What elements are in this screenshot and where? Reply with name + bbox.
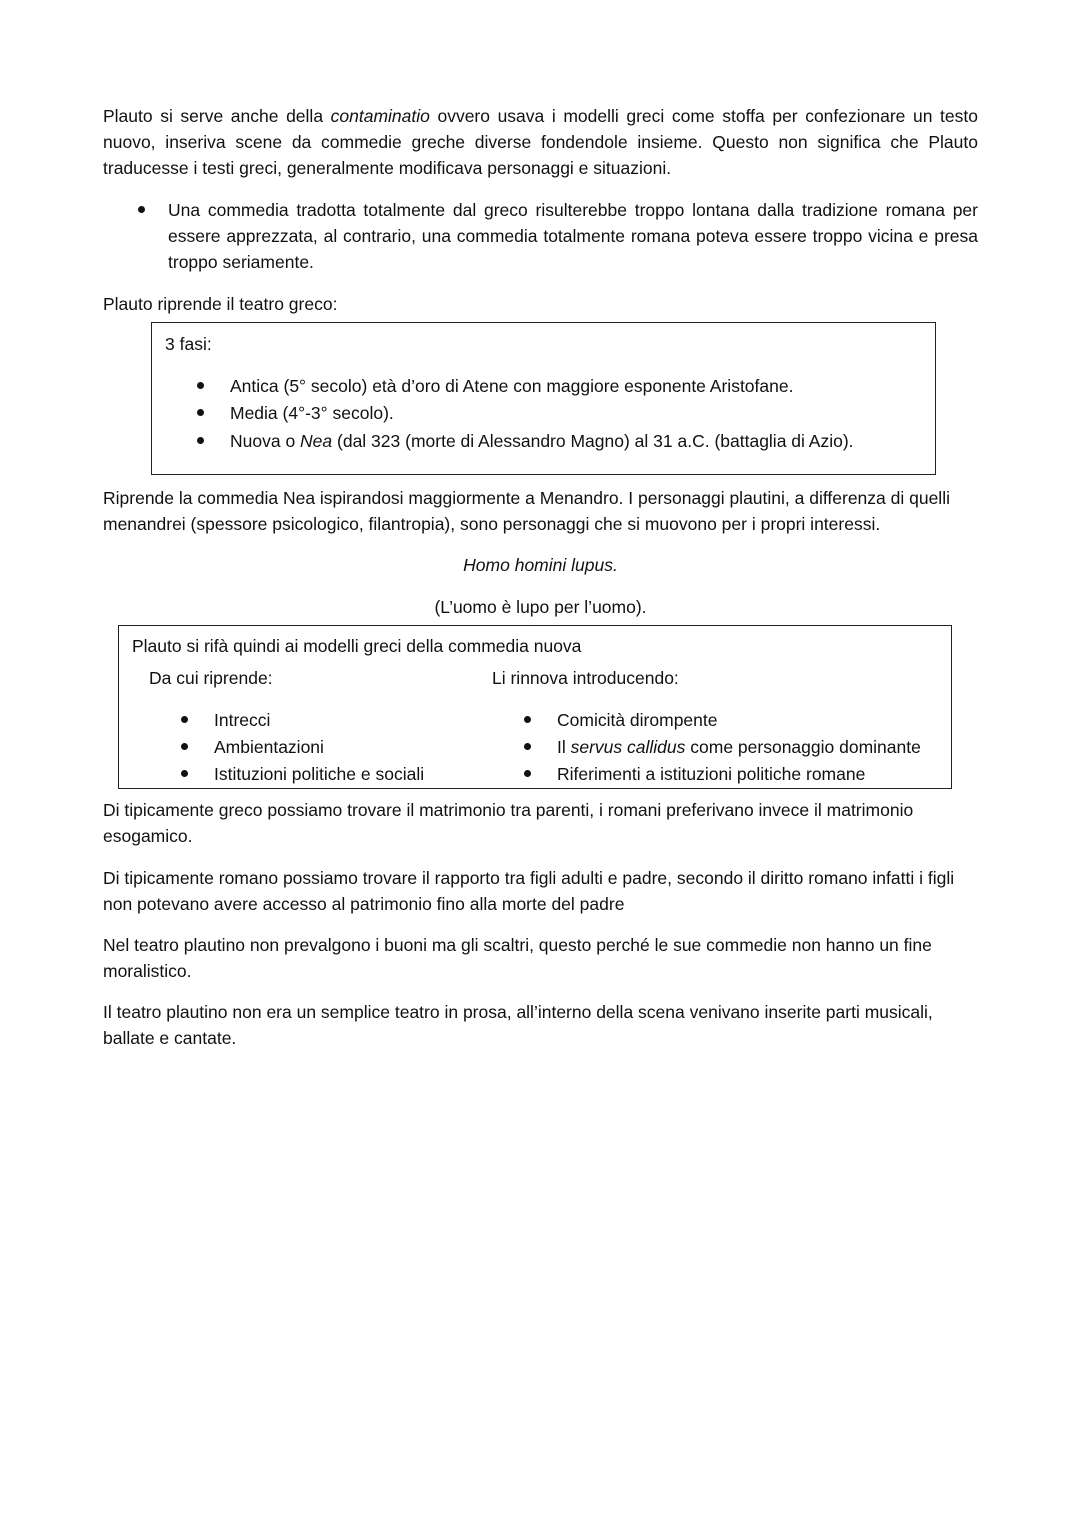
nea-paragraph: Riprende la commedia Nea ispirandosi maggiormente a Menandro. I personaggi plautini, a differenza di quelli menandrei (spessore psicologico, filantropia), sono personaggi che si muovono per i propri interessi.: [103, 488, 950, 534]
intro-paragraph: [103, 103, 978, 181]
bullet-icon: [138, 197, 168, 223]
right-item-text: Riferimenti a istituzioni politiche romane: [557, 764, 866, 784]
intro-text-pre: Plauto si serve anche della: [103, 106, 331, 126]
quote-translation: (L’uomo è lupo per l’uomo).: [434, 597, 647, 617]
bullet-icon: [197, 428, 230, 454]
bullet-icon: [181, 734, 214, 760]
phases-title: 3 fasi:: [165, 334, 212, 354]
phase-item-text-post: (dal 323 (morte di Alessandro Magno) al 31 a.C. (battaglia di Azio).: [332, 431, 854, 451]
right-item: [524, 734, 921, 760]
left-item-text: Intrecci: [214, 710, 271, 730]
quote-latin-text: Homo homini lupus.: [463, 555, 618, 575]
right-item: [524, 761, 865, 787]
bullet-note-text: Una commedia tradotta totalmente dal greco risulterebbe troppo lontana dalla tradizione romana per essere apprezzata, al contrario, una commedia totalmente romana poteva essere troppo vicina e presa troppo seriamente.: [168, 200, 978, 272]
greek-theater-intro: Plauto riprende il teatro greco:: [103, 294, 338, 314]
left-item-text: Ambientazioni: [214, 737, 324, 757]
bullet-note: [138, 197, 978, 275]
phase-item-text: Media (4°-3° secolo).: [230, 403, 394, 423]
left-item: [181, 761, 424, 787]
bullet-icon: [197, 400, 230, 426]
bullet-icon: [197, 373, 230, 399]
models-box: [118, 625, 952, 789]
phase-item-media: [197, 400, 394, 426]
quote-latin: [103, 552, 978, 578]
bullet-icon: [181, 761, 214, 787]
phase-item-text-pre: Nuova o: [230, 431, 301, 451]
contaminatio-term: contaminatio: [330, 106, 430, 126]
phase-item-text: Antica (5° secolo) età d’oro di Atene con maggiore esponente Aristofane.: [230, 376, 794, 396]
paragraph-music: Il teatro plautino non era un semplice teatro in prosa, all’interno della scena venivano inserite parti musicali, ballate e cantate.: [103, 1002, 933, 1048]
bullet-icon: [524, 707, 557, 733]
intro-text-post: ovvero usava i modelli greci come stoffa per confezionare un testo nuovo, inseriva scene da commedie greche diverse fondendole insieme. Questo non significa che Plauto traducesse i testi greci, generalmente modificava personaggi e situazioni.: [103, 106, 978, 178]
paragraph-scaltri: Nel teatro plautino non prevalgono i buoni ma gli scaltri, questo perché le sue commedie non hanno un fine moralistico.: [103, 935, 932, 981]
phases-box: [151, 322, 936, 475]
left-heading: Da cui riprende:: [149, 668, 273, 688]
right-item-text-post: come personaggio dominante: [685, 737, 921, 757]
left-item: [181, 734, 324, 760]
nea-term: Nea: [300, 431, 333, 451]
bullet-icon: [181, 707, 214, 733]
bullet-icon: [524, 761, 557, 787]
paragraph-greek-marriage: Di tipicamente greco possiamo trovare il matrimonio tra parenti, i romani preferivano invece il matrimonio esogamico.: [103, 800, 914, 846]
phase-item-nuova: [197, 428, 854, 454]
models-title: Plauto si rifà quindi ai modelli greci della commedia nuova: [132, 636, 582, 656]
left-item-text: Istituzioni politiche e sociali: [214, 764, 425, 784]
right-item-text-pre: Il: [557, 737, 571, 757]
phase-item-antica: [197, 373, 793, 399]
servus-callidus-term: servus callidus: [570, 737, 686, 757]
right-item-text: Comicità dirompente: [557, 710, 718, 730]
right-item: [524, 707, 717, 733]
left-item: [181, 707, 270, 733]
bullet-icon: [524, 734, 557, 760]
paragraph-roman-family: Di tipicamente romano possiamo trovare il rapporto tra figli adulti e padre, secondo il diritto romano infatti i figli non potevano avere accesso al patrimonio fino alla morte del padre: [103, 868, 955, 914]
right-heading: Li rinnova introducendo:: [492, 668, 679, 688]
